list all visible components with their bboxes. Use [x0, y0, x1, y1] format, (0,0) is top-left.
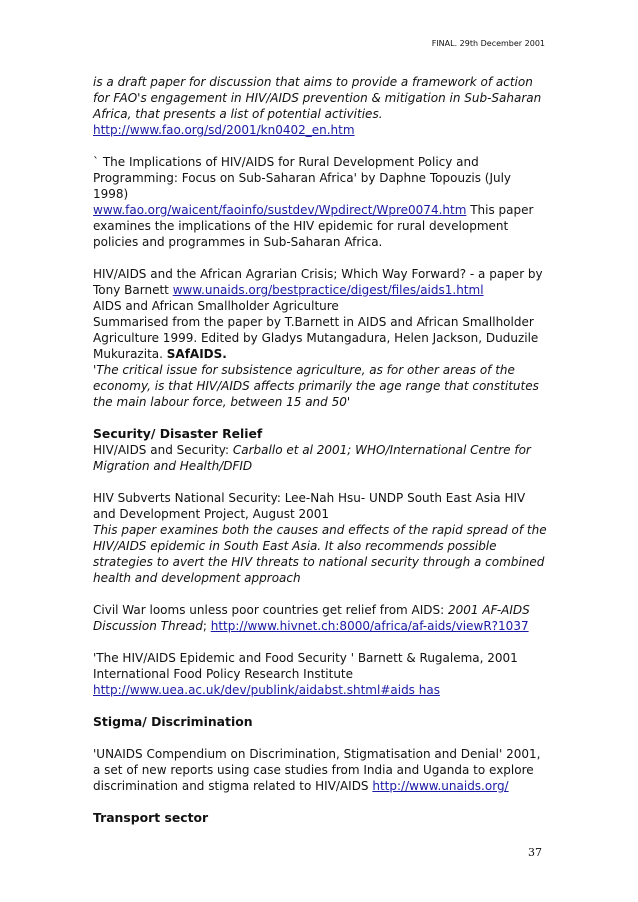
- safaids-label: SAfAIDS.: [166, 347, 227, 361]
- smallholder-summary: Summarised from the paper by T.Barnett in AIDS and African Smallholder Agriculture 1999. Edited by Gladys Mutangadura, Helen Jackson, Duduzile Mukurazita.: [93, 315, 539, 361]
- unaids-bestpractice-link[interactable]: www.unaids.org/bestpractice/digest/files/aids1.html: [172, 283, 484, 297]
- paragraph-fao-draft: [93, 74, 549, 138]
- topouzis-summary: This paper examines the implications of the HIV epidemic for rural development policies and programmes in Sub-Saharan Africa.: [93, 203, 534, 249]
- paragraph-hsu: [93, 490, 549, 586]
- page-number: 37: [528, 846, 542, 859]
- hivnet-link[interactable]: http://www.hivnet.ch:8000/africa/af-aids/viewR?1037: [210, 619, 529, 633]
- hsu-summary: This paper examines both the causes and effects of the rapid spread of the HIV/AIDS epidemic in South East Asia. It also recommends possible strategies to avert the HIV threats to national security through a combined health and development approach: [93, 523, 547, 585]
- heading-transport: Transport sector: [93, 810, 209, 825]
- paragraph-food-security: [93, 650, 549, 698]
- civil-war-title: Civil War looms unless poor countries get relief from AIDS:: [93, 603, 449, 617]
- fao-link[interactable]: http://www.fao.org/sd/2001/kn0402_en.htm: [93, 123, 355, 137]
- compendium-text: 'UNAIDS Compendium on Discrimination, Stigmatisation and Denial' 2001, a set of new reports using case studies from India and Uganda to explore discrimination and stigma related to HIV/AIDS: [93, 747, 541, 793]
- unaids-link[interactable]: http://www.unaids.org/: [372, 779, 509, 793]
- paragraph-topouzis: [93, 154, 549, 250]
- ifpri-name: International Food Policy Research Institute: [93, 667, 354, 681]
- fao-draft-description: is a draft paper for discussion that aims to provide a framework of action for FAO's engagement in HIV/AIDS prevention & mitigation in Sub-Saharan Africa, that presents a list of potential activities.: [93, 75, 542, 121]
- security-source: Carballo et al 2001; WHO/International Centre for Migration and Health/DFID: [93, 443, 531, 473]
- paragraph-unaids-compendium: [93, 746, 549, 794]
- smallholder-title: AIDS and African Smallholder Agriculture: [93, 299, 339, 313]
- document-body: [93, 74, 549, 826]
- section-security: [93, 426, 549, 474]
- page-header: FINAL. 29th December 2001: [431, 39, 545, 48]
- food-security-title: 'The HIV/AIDS Epidemic and Food Security ' Barnett & Rugalema, 2001: [93, 651, 518, 665]
- topouzis-title: ` The Implications of HIV/AIDS for Rural Development Policy and Programming: Focus on Sub-Saharan Africa' by Daphne Topouzis (July 1998): [93, 155, 512, 201]
- hsu-title: HIV Subverts National Security: Lee-Nah Hsu- UNDP South East Asia HIV and Development Project, August 2001: [93, 491, 526, 521]
- barnett-quote: 'The critical issue for subsistence agriculture, as for other areas of the economy, is that HIV/AIDS affects primarily the age range that constitutes the main labour force, between 15 and 50': [93, 363, 539, 409]
- paragraph-civil-war: [93, 602, 549, 634]
- separator: ;: [202, 619, 211, 633]
- barnett-title: HIV/AIDS and the African Agrarian Crisis; Which Way Forward? - a paper by Tony Barnett: [93, 267, 543, 297]
- uea-link[interactable]: http://www.uea.ac.uk/dev/publink/aidabst.shtml#aids has: [93, 683, 440, 697]
- topouzis-link[interactable]: www.fao.org/waicent/faoinfo/sustdev/Wpdirect/Wpre0074.htm: [93, 203, 467, 217]
- paragraph-barnett: [93, 266, 549, 410]
- security-entry: HIV/AIDS and Security:: [93, 443, 233, 457]
- af-aids-thread: 2001 AF-AIDS Discussion Thread: [93, 603, 530, 633]
- heading-security: Security/ Disaster Relief: [93, 426, 263, 441]
- heading-stigma: Stigma/ Discrimination: [93, 714, 253, 729]
